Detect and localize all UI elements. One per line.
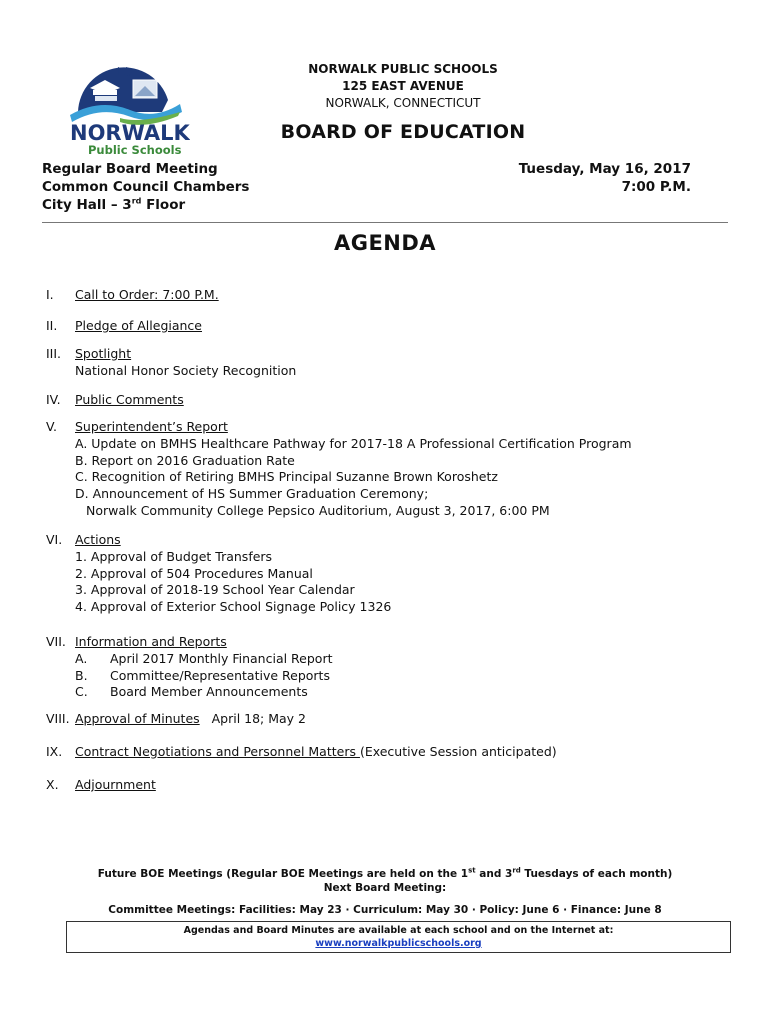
agenda-title: AGENDA bbox=[333, 231, 437, 255]
svg-text:♪♫: ♪♫ bbox=[115, 65, 132, 78]
meeting-info bbox=[42, 160, 249, 214]
future-meetings-note: Future BOE Meetings (Regular BOE Meetings are held on the 1st and 3rd Tuesdays of each month) Next Board Meeting: bbox=[0, 867, 770, 895]
meeting-floor: City Hall – 3rd Floor bbox=[42, 196, 186, 213]
website-link[interactable]: www.norwalkpublicschools.org bbox=[315, 938, 482, 949]
committee-meetings: Committee Meetings: Facilities: May 23 · Curriculum: May 30 · Policy: June 6 · Finance: June 8 bbox=[108, 904, 662, 916]
district-name: NORWALK PUBLIC SCHOOLS bbox=[308, 62, 498, 76]
svg-text:Public Schools: Public Schools bbox=[88, 143, 182, 157]
meeting-datetime bbox=[519, 160, 691, 196]
norwalk-logo bbox=[60, 60, 190, 160]
meeting-place: Common Council Chambers bbox=[42, 179, 250, 195]
meeting-date: Tuesday, May 16, 2017 bbox=[518, 161, 691, 177]
header-divider bbox=[42, 222, 728, 223]
svg-text:NORWALK: NORWALK bbox=[70, 121, 190, 145]
availability-text: Agendas and Board Minutes are available at each school and on the Internet at: bbox=[183, 925, 614, 936]
district-header bbox=[253, 61, 553, 112]
meeting-time: 7:00 P.M. bbox=[621, 179, 691, 195]
district-address: 125 EAST AVENUE bbox=[342, 79, 464, 93]
availability-box bbox=[66, 921, 731, 953]
meeting-type: Regular Board Meeting bbox=[42, 161, 218, 177]
district-city: NORWALK, CONNECTICUT bbox=[325, 96, 481, 110]
board-title: BOARD OF EDUCATION bbox=[280, 121, 526, 143]
next-board-meeting: Next Board Meeting: bbox=[323, 882, 447, 894]
